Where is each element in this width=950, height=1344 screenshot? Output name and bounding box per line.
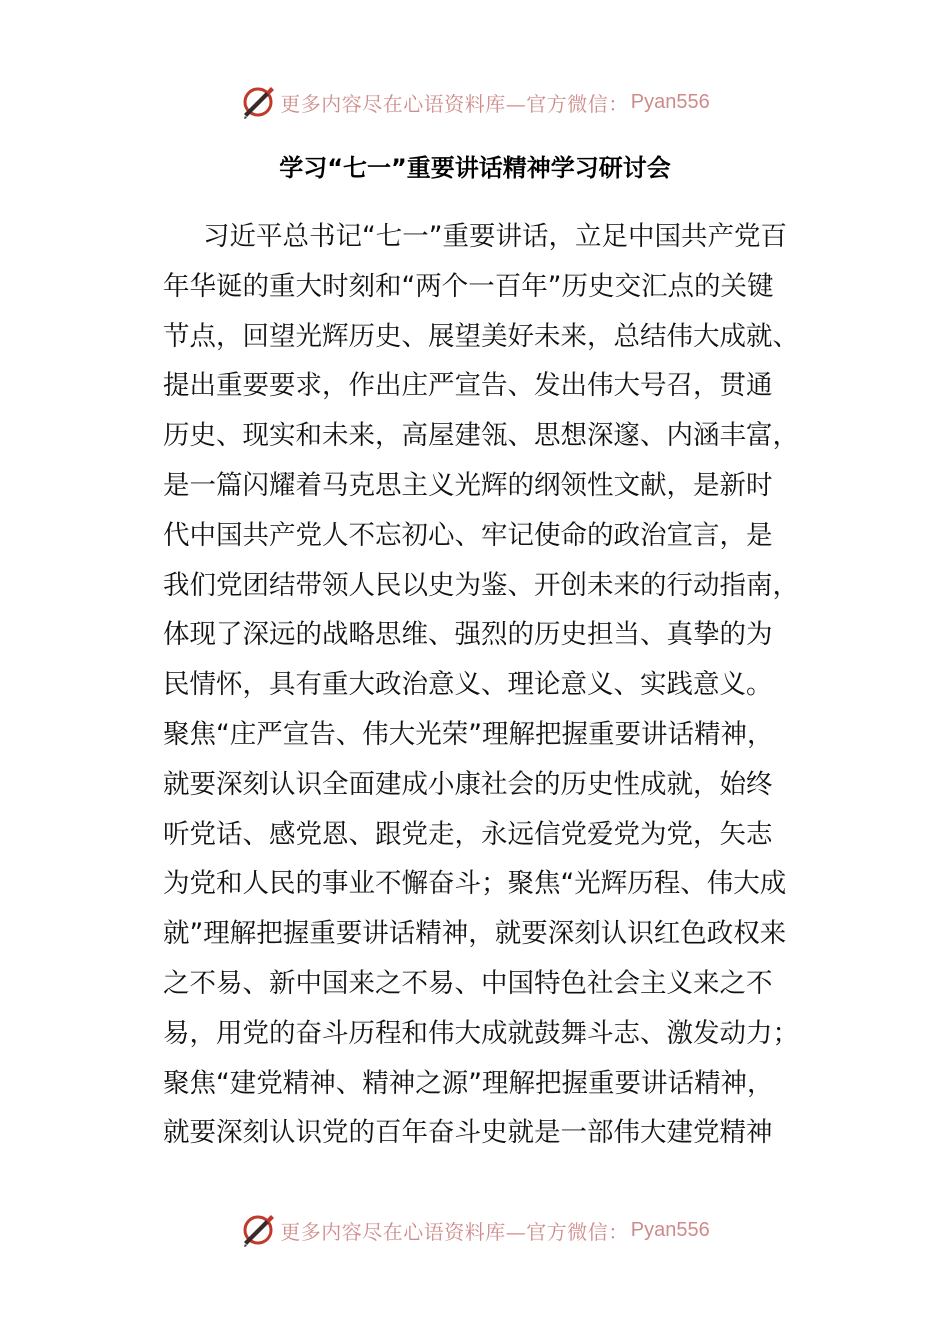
header-banner xyxy=(0,80,950,124)
body-line: 历史、现实和未来，高屋建瓴、思想深邃、内涵丰富， xyxy=(163,420,799,452)
wechat-handle: Pyan556 xyxy=(630,90,710,113)
pen-circle-logo-icon xyxy=(240,1212,276,1248)
body-line: 就”理解把握重要讲话精神，就要深刻认识红色政权来 xyxy=(163,918,787,950)
body-line: 年华诞的重大时刻和“两个一百年”历史交汇点的关键 xyxy=(163,270,774,302)
body-line: 提出重要要求，作出庄严宣告、发出伟大号召，贯通 xyxy=(163,370,773,402)
body-line: 代中国共产党人不忘初心、牢记使命的政治宣言，是 xyxy=(163,519,773,551)
footer-banner xyxy=(0,1208,950,1252)
body-line: 体现了深远的战略思维、强烈的历史担当、真挚的为 xyxy=(163,619,773,651)
body-line: 聚焦“建党精神、精神之源”理解把握重要讲话精神， xyxy=(163,1067,774,1099)
body-line: 之不易、新中国来之不易、中国特色社会主义来之不 xyxy=(163,967,773,999)
promo-text: 更多内容尽在心语资料库—官方微信： xyxy=(280,1219,629,1244)
body-line: 聚焦“庄严宣告、伟大光荣”理解把握重要讲话精神， xyxy=(163,718,774,750)
body-line: 就要深刻认识全面建成小康社会的历史性成就，始终 xyxy=(163,768,773,800)
body-line: 我们党团结带领人民以史为鉴、开创未来的行动指南， xyxy=(163,569,799,601)
body-line: 为党和人民的事业不懈奋斗；聚焦“光辉历程、伟大成 xyxy=(163,868,787,900)
body-line: 节点，回望光辉历史、展望美好未来，总结伟大成就、 xyxy=(163,320,799,352)
document-body xyxy=(163,212,811,1158)
body-line: 习近平总书记“七一”重要讲话，立足中国共产党百 xyxy=(203,221,787,252)
pen-circle-logo-icon xyxy=(240,84,276,120)
wechat-handle: Pyan556 xyxy=(630,1218,710,1241)
document-title: 学习“七一”重要讲话精神学习研讨会 xyxy=(279,154,671,182)
body-line: 易，用党的奋斗历程和伟大成就鼓舞斗志、激发动力； xyxy=(163,1017,799,1049)
body-line: 就要深刻认识党的百年奋斗史就是一部伟大建党精神 xyxy=(163,1117,773,1149)
body-line: 民情怀，具有重大政治意义、理论意义、实践意义。 xyxy=(163,669,773,701)
body-line: 是一篇闪耀着马克思主义光辉的纲领性文献，是新时 xyxy=(163,469,773,501)
promo-text: 更多内容尽在心语资料库—官方微信： xyxy=(280,91,629,116)
body-line: 听党话、感党恩、跟党走，永远信党爱党为党，矢志 xyxy=(163,818,773,850)
